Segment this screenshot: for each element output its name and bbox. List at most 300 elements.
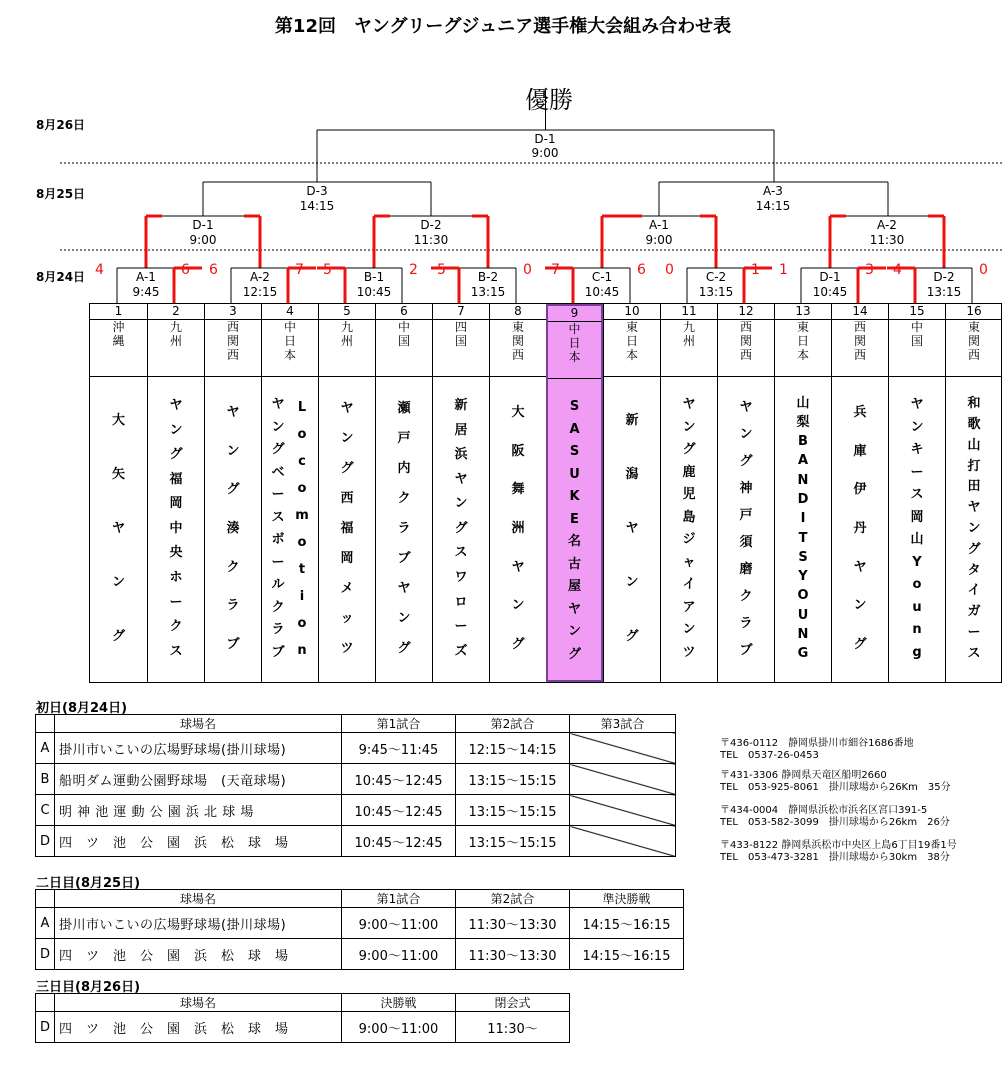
region-char: 関 [967,334,980,348]
name-char: ャ [682,554,696,570]
match-code: A-3 [763,184,783,198]
name-char: ヤ [910,397,924,413]
name-char: D [797,492,809,508]
name-char: イ [967,583,981,599]
score-right: 1 [751,262,760,278]
team-region [889,320,945,377]
name-char: グ [739,453,753,469]
match-code: A-2 [877,218,897,232]
day1-label: 初日(8月24日) [36,701,128,716]
match-code: A-1 [136,270,156,284]
header-blank [36,994,55,1012]
name-char: 岡 [169,496,183,512]
name-char: 庫 [853,443,867,459]
name-char: ン [340,431,354,446]
game1-time: 9:00～11:00 [342,908,456,939]
region-char: 州 [340,334,353,348]
final-time: 9:00～11:00 [342,1012,456,1043]
region-char: 日 [283,334,296,348]
day1-header-row [36,715,676,733]
match-time: 9:45 [132,285,160,299]
name-char: タ [967,562,981,578]
team-number: 12 [718,304,774,320]
name-char: 新 [454,398,468,414]
name-char: m [295,507,309,523]
name-char: ヤ [340,401,354,416]
score-left: 6 [209,262,218,278]
field-letter: D [36,1012,55,1043]
team-name [376,394,432,664]
match-code: D-3 [306,184,328,198]
name-char: ベ [271,464,285,480]
name-char: ツ [340,641,354,656]
name-char: ク [271,599,285,615]
name-char: ヤ [169,398,183,414]
venue-name: 船明ダム運動公園野球場 (天竜球場) [55,764,342,795]
region-char: 西 [739,320,752,334]
name-char: グ [111,629,125,644]
match-time: 10:45 [812,285,848,299]
score-right: 0 [523,262,532,278]
header-game1: 第1試合 [342,890,456,908]
name-char: ホ [169,569,183,585]
name-char: ロ [454,594,468,610]
name-char: グ [397,641,411,656]
score-right: 7 [295,262,304,278]
date-aug25: 8月25日 [36,187,86,201]
team-number: 5 [319,304,375,320]
header-venue: 球場名 [55,715,342,733]
region-char: 中 [568,322,581,336]
team-number: 9 [548,306,601,322]
name-char: g [912,644,922,660]
name-char: 神 [739,480,753,496]
name-char: 打 [967,458,981,474]
name-char: S [569,399,580,415]
name-char: o [297,615,307,631]
name-char: グ [226,482,240,498]
name-char: Y [798,569,808,585]
name-char: ス [454,545,468,561]
team-number: 14 [832,304,888,320]
name-char: ン [625,575,639,590]
date-aug26: 8月26日 [36,118,86,132]
schedule-row [36,1012,684,1043]
team-column [147,304,204,682]
name-char: 島 [682,509,696,525]
name-char: o [297,534,307,550]
team-column [717,304,774,682]
score-left: 4 [893,262,902,278]
region-char: 本 [625,348,638,362]
name-char: B [798,434,808,450]
region-char: 国 [910,334,923,348]
match-time: 11:30 [869,233,905,247]
name-char: 山 [967,437,981,453]
region-char: 関 [853,334,866,348]
team-region [148,320,204,377]
team-column [318,304,375,682]
name-char: ク [169,619,183,635]
team-column [603,304,660,682]
region-char: 日 [625,334,638,348]
team-name-column [290,394,314,664]
name-char: ン [454,496,468,512]
team-number: 3 [205,304,261,320]
score-right: 0 [979,262,988,278]
address-line: 〒431-3306 静岡県天竜区船明2660 [720,770,887,781]
field-letter: A [36,908,55,939]
name-char: ー [271,487,285,503]
name-char: ラ [271,622,285,638]
name-char: ラ [397,521,411,536]
field-letter: A [36,733,55,764]
day1-schedule-table [35,714,676,857]
name-char: L [297,399,307,415]
team-number: 2 [148,304,204,320]
name-char: グ [454,520,468,536]
name-char: ア [682,599,696,615]
team-column [489,304,546,682]
team-name [205,394,261,664]
team-region [604,320,660,377]
team-number: 1 [90,304,147,320]
name-char: ン [853,598,867,614]
team-name [90,394,147,664]
name-char: 新 [625,413,639,428]
score-right: 2 [409,262,418,278]
name-char: 居 [454,422,468,438]
address-line: 〒436-0112 静岡県掛川市細谷1686番地 [720,738,914,749]
team-column [375,304,432,682]
region-char: 東 [625,320,638,334]
name-char: 歌 [967,417,981,433]
region-char: 本 [283,348,296,362]
team-region [832,320,888,377]
header-game2: 第2試合 [456,890,570,908]
name-char: 中 [169,520,183,536]
team-name [490,394,546,664]
team-name [548,396,601,666]
team-column [90,304,147,682]
day3-label: 三日目(8月26日) [36,980,141,995]
region-char: 日 [568,336,581,350]
day2-header-row [36,890,684,908]
name-char: ズ [454,643,468,659]
empty-cell [570,1012,684,1043]
name-char: c [298,453,306,469]
name-char: ス [271,509,285,525]
venue-name: 掛川市いこいの広場野球場(掛川球場) [55,908,342,939]
match-time: 13:15 [698,285,734,299]
name-char: ヤ [511,559,525,575]
region-char: 本 [568,350,581,364]
phone-line: TEL 053-582-3099 掛川球場から26km 26分 [720,817,950,828]
address-kakegawa [720,738,914,762]
name-char: メ [340,581,354,596]
name-char: 湊 [226,520,240,536]
name-char: ブ [739,642,753,658]
region-char: 西 [226,348,239,362]
no-game-slash [570,733,676,764]
header-empty [570,994,684,1012]
phone-line: TEL 0537-26-0453 [720,750,819,761]
team-name [319,394,375,664]
match-code: D-1 [819,270,841,284]
team-column [945,304,1002,682]
region-char: 東 [796,320,809,334]
score-left: 1 [779,262,788,278]
team-name [433,394,489,664]
name-char: 名 [567,534,581,550]
name-char: ガ [967,604,981,620]
team-column [261,304,318,682]
venue-name: 掛川市いこいの広場野球場(掛川球場) [55,733,342,764]
venue-name: 四 ツ 池 公 園 浜 松 球 場 [55,826,342,857]
field-letter: D [36,939,55,970]
name-char: ヤ [397,581,411,596]
score-left: 0 [665,262,674,278]
name-char: E [570,511,579,527]
match-time: 14:15 [755,199,791,213]
name-char: U [569,466,580,482]
name-char: ヤ [454,471,468,487]
name-char: ブ [271,644,285,660]
venue-name: 四 ツ 池 公 園 浜 松 球 場 [55,939,342,970]
team-number: 8 [490,304,546,320]
score-right: 6 [637,262,646,278]
name-char: ー [910,464,924,480]
name-char: ン [910,419,924,435]
name-char: o [297,480,307,496]
match-code: B-2 [477,270,499,284]
name-char: S [798,549,808,565]
name-char: 戸 [739,507,753,523]
name-char: A [797,453,809,469]
header-blank [36,890,55,908]
schedule-row [36,764,676,795]
name-char: ン [567,624,581,640]
match-code: D-1 [192,218,214,232]
match-time: 13:15 [470,285,506,299]
name-char: 山 [910,532,924,548]
name-char: グ [967,541,981,557]
venue-name: 四 ツ 池 公 園 浜 松 球 場 [55,1012,342,1043]
name-char: 児 [682,487,696,503]
match-time: 9:00 [531,146,559,160]
name-char: 西 [340,491,354,506]
page-title: 第12回 ヤングリーグジュニア選手権大会組み合わせ表 [274,16,732,37]
no-game-slash [570,795,676,826]
name-char: グ [271,442,285,458]
game2-time: 11:30～13:30 [456,939,570,970]
region-char: 国 [397,334,410,348]
field-letter: C [36,795,55,826]
name-char: 岡 [340,551,354,566]
name-char: 古 [567,556,581,572]
team-column [831,304,888,682]
name-char: ク [226,559,240,575]
team-number: 10 [604,304,660,320]
name-char: ッ [340,611,354,626]
name-char: ン [226,443,240,459]
game1-time: 10:45～12:45 [342,764,456,795]
team-region [90,320,147,377]
phone-line: TEL 053-473-3281 掛川球場から30km 38分 [720,852,950,863]
name-char: u [912,599,922,615]
region-char: 沖 [112,320,125,334]
name-char: ヤ [226,405,240,421]
game2-time: 13:15～15:15 [456,764,570,795]
name-char: n [912,622,922,638]
name-char: 瀬 [397,401,411,416]
match-time: 14:15 [299,199,335,213]
team-name [148,394,204,664]
name-char: ヤ [271,397,285,413]
name-char: 梨 [796,414,810,430]
team-column [888,304,945,682]
region-char: 関 [739,334,752,348]
game1-time: 10:45～12:45 [342,795,456,826]
name-char: ブ [226,636,240,652]
team-name [661,394,717,664]
team-column [660,304,717,682]
score-left: 4 [95,262,104,278]
team-name [775,394,831,664]
team-number: 16 [946,304,1002,320]
name-char: ヤ [625,521,639,536]
address-tenryu [720,770,951,794]
game2-time: 13:15～15:15 [456,826,570,857]
team-number: 13 [775,304,831,320]
region-char: 州 [682,334,695,348]
day3-schedule-table [35,993,684,1043]
day3-header-row [36,994,684,1012]
team-table [89,303,1002,683]
name-char: 福 [169,471,183,487]
name-char: グ [340,461,354,476]
name-char: ラ [739,615,753,631]
name-char: S [569,444,580,460]
name-char: N [797,472,809,488]
team-region [376,320,432,377]
header-venue: 球場名 [55,994,342,1012]
name-char: 内 [397,461,411,476]
name-char: ー [169,594,183,610]
name-char: グ [682,442,696,458]
name-char: ス [967,645,981,661]
name-char: U [797,607,809,623]
name-char: N [797,627,809,643]
name-char: 矢 [111,467,125,482]
day2-label: 二日目(8月25日) [36,876,141,891]
match-time: 9:00 [189,233,217,247]
name-char: ヤ [739,399,753,415]
name-char: 浜 [454,447,468,463]
name-char: ン [682,622,696,638]
team-column [432,304,489,682]
name-char: 鹿 [682,464,696,480]
team-number: 4 [262,304,318,320]
region-char: 日 [796,334,809,348]
name-char: 潟 [625,467,639,482]
name-char: T [798,530,808,546]
schedule-row [36,733,676,764]
closing-time: 11:30～ [456,1012,570,1043]
name-char: ボ [271,532,285,548]
name-char: 央 [169,545,183,561]
header-game2: 第2試合 [456,715,570,733]
region-char: 西 [511,348,524,362]
match-code: C-1 [591,270,613,284]
region-char: 西 [226,320,239,334]
team-name [832,394,888,664]
semifinal-time: 14:15～16:15 [570,908,684,939]
name-char: ジ [682,532,696,548]
team-name [946,394,1002,664]
team-name [604,394,660,664]
name-char: t [298,561,306,577]
team-region [718,320,774,377]
name-char: I [800,511,806,527]
name-char: O [797,588,809,604]
name-char: 須 [739,534,753,550]
name-char: グ [625,629,639,644]
date-aug24: 8月24日 [36,270,86,284]
team-number: 11 [661,304,717,320]
name-char: ル [271,577,285,593]
header-game1: 第1試合 [342,715,456,733]
name-char: ン [397,611,411,626]
match-code: D-1 [534,132,556,146]
name-char: ク [739,588,753,604]
match-time: 13:15 [926,285,962,299]
region-char: 西 [853,320,866,334]
name-char: o [297,426,307,442]
name-char: G [797,646,809,662]
schedule-row [36,826,676,857]
region-char: 縄 [112,334,125,348]
score-left: 5 [323,262,332,278]
name-char: 兵 [853,405,867,421]
name-char: キ [910,442,924,458]
field-letter: D [36,826,55,857]
region-char: 中 [283,320,296,334]
name-char: 磨 [739,561,753,577]
header-closing: 閉会式 [456,994,570,1012]
team-region [661,320,717,377]
match-time: 10:45 [356,285,392,299]
region-char: 中 [910,320,923,334]
name-char: ヤ [853,559,867,575]
team-region [205,320,261,377]
team-name [889,394,945,664]
day2-schedule-table [35,889,684,970]
match-code: D-2 [933,270,955,284]
name-char: ス [169,643,183,659]
team-number: 6 [376,304,432,320]
game2-time: 11:30～13:30 [456,908,570,939]
match-code: A-2 [250,270,270,284]
team-column [546,304,603,682]
region-char: 九 [340,320,353,334]
name-char: ン [511,598,525,614]
team-region [262,320,318,377]
name-char: 阪 [511,443,525,459]
match-time: 9:00 [645,233,673,247]
region-char: 国 [454,334,467,348]
name-char: ブ [397,551,411,566]
